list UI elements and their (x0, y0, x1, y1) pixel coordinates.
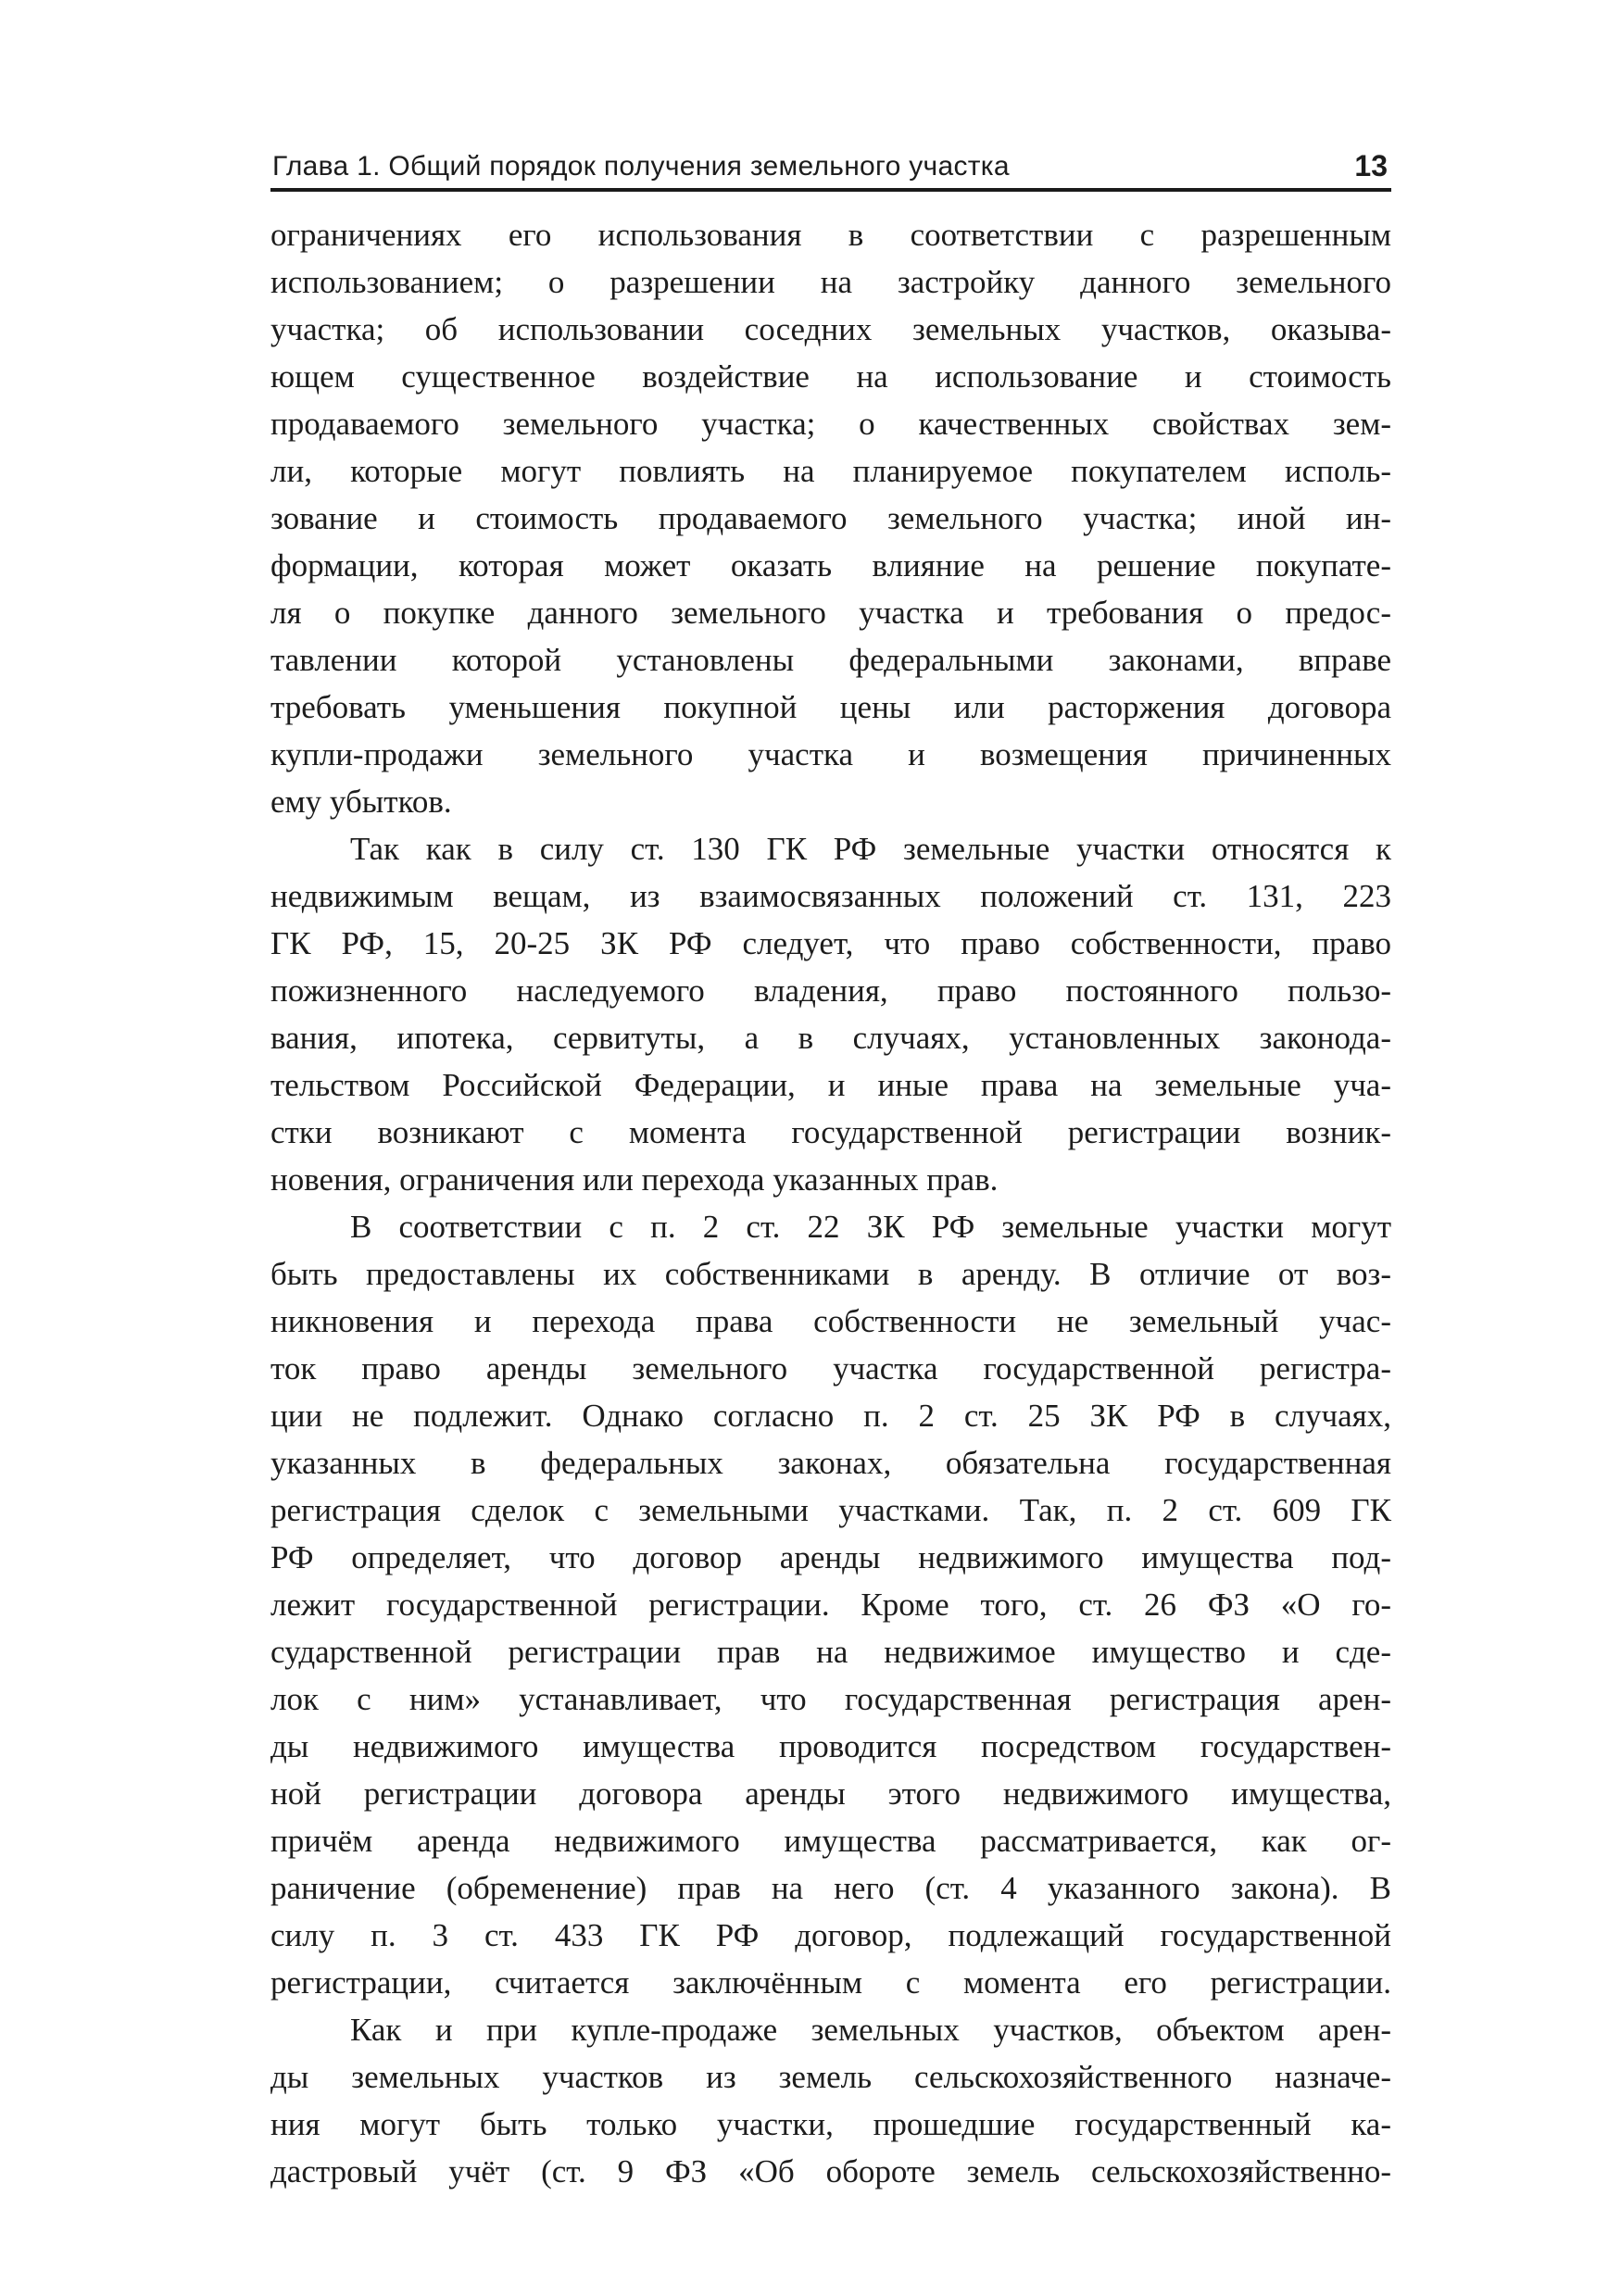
text-line: ограничениях его использования в соответствии с разрешенным (270, 217, 1391, 253)
text-line: лежит государственной регистрации. Кроме того, ст. 26 ФЗ «О го- (270, 1587, 1391, 1623)
text-line: указанных в федеральных законах, обязательна государственная (270, 1445, 1391, 1481)
text-line: дастровый учёт (ст. 9 ФЗ «Об обороте земель сельскохозяйственно- (270, 2153, 1391, 2189)
text-line: В соответствии с п. 2 ст. 22 ЗК РФ земельные участки могут (350, 1209, 1391, 1245)
paragraph-agricultural-lease (270, 2006, 1391, 2195)
text-line: ля о покупке данного земельного участка и требования о предос- (270, 595, 1391, 631)
text-line: Как и при купле-продаже земельных участков, объектом арен- (350, 2012, 1391, 2048)
text-line: силу п. 3 ст. 433 ГК РФ договор, подлежащий государственной (270, 1917, 1391, 1953)
text-line: стки возникают с момента государственной регистрации возник- (270, 1114, 1391, 1150)
text-line: ной регистрации договора аренды этого недвижимого имущества, (270, 1775, 1391, 1812)
running-header (270, 144, 1391, 192)
text-line: недвижимым вещам, из взаимосвязанных положений ст. 131, 223 (270, 878, 1391, 914)
text-line: пожизненного наследуемого владения, право постоянного пользо- (270, 972, 1391, 1009)
text-line: использованием; о разрешении на застройку данного земельного (270, 264, 1391, 300)
text-line: тельством Российской Федерации, и иные права на земельные уча- (270, 1067, 1391, 1103)
text-line: ГК РФ, 15, 20-25 ЗК РФ следует, что право собственности, право (270, 925, 1391, 961)
text-line: сударственной регистрации прав на недвижимое имущество и сде- (270, 1634, 1391, 1670)
text-line: тавлении которой установлены федеральными законами, вправе (270, 642, 1391, 678)
text-line: требовать уменьшения покупной цены или расторжения договора (270, 689, 1391, 725)
paragraph-land-rights (270, 825, 1391, 1203)
text-line: никновения и перехода права собственности не земельный учас- (270, 1303, 1391, 1339)
text-line: лок с ним» устанавливает, что государственная регистрация арен- (270, 1681, 1391, 1717)
text-line: причём аренда недвижимого имущества рассматривается, как ог- (270, 1823, 1391, 1859)
text-line: регистрации, считается заключённым с момента его регистрации. (270, 1964, 1391, 2001)
paragraph-continuation (270, 211, 1391, 825)
text-line: продаваемого земельного участка; о качественных свойствах зем- (270, 406, 1391, 442)
text-line: участка; об использовании соседних земельных участков, оказыва- (270, 311, 1391, 347)
text-line: новения, ограничения или перехода указанных прав. (270, 1161, 999, 1198)
text-line: вания, ипотека, сервитуты, а в случаях, установленных законода- (270, 1020, 1391, 1056)
text-line: формации, которая может оказать влияние на решение покупате- (270, 547, 1391, 583)
text-line: ды земельных участков из земель сельскохозяйственного назначе- (270, 2059, 1391, 2095)
chapter-title: Глава 1. Общий порядок получения земельного участка (272, 151, 1010, 182)
page-number: 13 (1354, 149, 1388, 182)
text-line: быть предоставлены их собственниками в аренду. В отличие от воз- (270, 1256, 1391, 1292)
text-line: зование и стоимость продаваемого земельного участка; иной ин- (270, 500, 1391, 536)
text-line: ли, которые могут повлиять на планируемое покупателем исполь- (270, 453, 1391, 489)
text-line: раничение (обременение) прав на него (ст. 4 указанного закона). В (270, 1870, 1391, 1906)
text-line: ния могут быть только участки, прошедшие государственный ка- (270, 2106, 1391, 2142)
text-line: ющем существенное воздействие на использование и стоимость (270, 358, 1391, 395)
text-line: ему убытков. (270, 784, 452, 820)
text-line: Так как в силу ст. 130 ГК РФ земельные участки относятся к (350, 831, 1391, 867)
text-line: регистрация сделок с земельными участками. Так, п. 2 ст. 609 ГК (270, 1492, 1391, 1528)
text-line: ток право аренды земельного участка государственной регистра- (270, 1350, 1391, 1386)
text-line: ции не подлежит. Однако согласно п. 2 ст. 25 ЗК РФ в случаях, (270, 1398, 1391, 1434)
paragraph-lease-registration (270, 1203, 1391, 2006)
text-line: купли-продажи земельного участка и возмещения причиненных (270, 736, 1391, 772)
text-line: ды недвижимого имущества проводится посредством государствен- (270, 1728, 1391, 1764)
body-text (270, 211, 1391, 2195)
text-line: РФ определяет, что договор аренды недвижимого имущества под- (270, 1539, 1391, 1575)
